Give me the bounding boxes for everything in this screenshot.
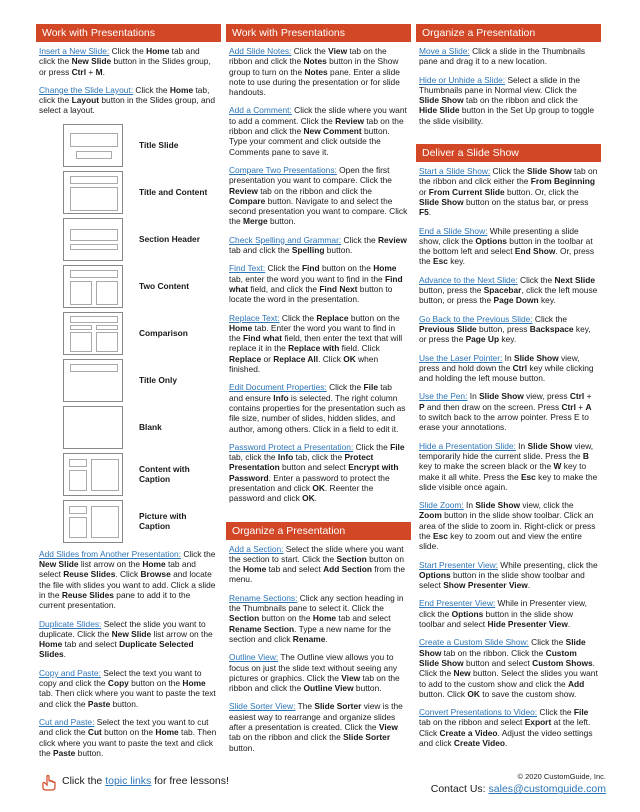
section-header: Organize a Presentation (226, 522, 411, 540)
slide-layout-label: Title Slide (139, 140, 179, 151)
tip-description: In Slide Show view, temporarily hide the current slide. Press the B key to make the screen black or the W key to make it all white. Press the Esc key to make the slide visible once again. (419, 440, 598, 492)
slide-layout-label: Content with Caption (139, 463, 190, 485)
tip-description: Click the Find button on the Home tab, enter the word you want to find in the Find what field, and click the Find Next button to locate the word in the presentation. (229, 263, 403, 305)
column-3 (416, 24, 601, 772)
tip-description: Click the View tab on the ribbon and click the Notes button in the Show group to turn on the Notes pane. Enter a slide note to use during the presentation or for slide handouts. (229, 46, 400, 98)
tip-topic-link[interactable]: Convert Presentations to Video: (419, 707, 538, 718)
tip-topic-link[interactable]: Start Presenter View: (419, 559, 498, 570)
tip-item (229, 105, 408, 156)
tip-topic-link[interactable]: Change the Slide Layout: (39, 84, 134, 95)
tip-item (419, 166, 598, 217)
tip-item (39, 46, 218, 77)
tip-description: Click the Review tab and click the Spelling button. (229, 234, 407, 256)
tip-item (419, 560, 598, 591)
tip-description: Click the Home tab, click the Layout button in the Slides group, and select a layout. (39, 84, 215, 116)
tip-item (419, 46, 598, 67)
tip-item (419, 314, 598, 345)
slide-layout-option[interactable] (39, 453, 218, 496)
tip-description: Click any section heading in the Thumbnails pane to select it. Click the Section button on the Home tab and select Rename Section. Type a new name for the section and click Rename. (229, 592, 404, 644)
slide-layout-option[interactable] (39, 171, 218, 214)
tip-description: Select the text you want to copy and click the Copy button on the Home tab. Then click where you want to paste the text and click the Paste button. (39, 667, 216, 709)
slide-layout-thumbnail (63, 218, 123, 261)
tip-topic-link[interactable]: Slide Zoom: (419, 500, 464, 511)
tip-description: While presenting, click the Options button in the slide show toolbar and select Show Presenter View. (419, 559, 598, 591)
tip-description: Click the Slide Show tab on the ribbon and click either the From Beginning or From Current Slide button. Or, click the Slide Show button on the status bar, or press F5. (419, 166, 598, 218)
slide-layout-option[interactable] (39, 406, 218, 449)
footer-lead: Click the (62, 775, 106, 787)
tip-description: Open the first presentation you want to compare. Click the Review tab on the ribbon and click the Compare button. Navigate to and select the second presentation you want to compare. Click the Merge button. (229, 164, 408, 227)
tip-topic-link[interactable]: Edit Document Properties: (229, 382, 327, 393)
tip-description: Select the text you want to cut and click the Cut button on the Home tab. Then click where you want to paste the text and click the Paste button. (39, 716, 217, 758)
tip-topic-link[interactable]: Hide or Unhide a Slide: (419, 74, 506, 85)
tip-item (39, 85, 218, 116)
tip-topic-link[interactable]: Slide Sorter View: (229, 701, 296, 712)
tip-item (229, 442, 408, 504)
slide-layout-label: Section Header (139, 234, 200, 245)
copyright: © 2020 CustomGuide, Inc. (517, 772, 606, 781)
tip-item (229, 165, 408, 227)
footer (36, 772, 606, 802)
tip-topic-link[interactable]: Go Back to the Previous Slide: (419, 313, 533, 324)
topic-links-link[interactable]: topic links (105, 775, 152, 787)
tip-description: While presenting a slide show, click the Options button in the toolbar at the bottom left and select End Show. Or, press the Esc key. (419, 225, 595, 267)
tip-item (229, 701, 408, 752)
slide-layout-label: Comparison (139, 328, 188, 339)
slide-layout-thumbnail (63, 171, 123, 214)
tip-description: Click the Home tab and click the New Slide button in the Slides group, or press Ctrl + M. (39, 46, 211, 77)
tip-description: Click the File tab, click the Info tab, click the Protect Presentation button and select Encrypt with Password. Enter a password to protect the presentation and click OK. Reenter the password and click OK. (229, 441, 405, 504)
tip-item (419, 500, 598, 551)
section-body (226, 544, 411, 761)
tip-item (419, 226, 598, 267)
slide-layout-label: Title and Content (139, 187, 208, 198)
column-1 (36, 24, 221, 772)
tip-description: Click the Slide Show tab on the ribbon. Click the Custom Slide Show button and select Custom Shows. Click the New button. Select the slides you want to add to the custom show and click the Add button. Click OK to save the custom show. (419, 637, 598, 699)
section-header: Work with Presentations (226, 24, 411, 42)
slide-layout-thumbnail (63, 359, 123, 402)
tip-topic-link[interactable]: Use the Pen: (419, 391, 468, 402)
tip-description: Click the Next Slide button, press the Spacebar, click the left mouse button, or press the Page Down key. (419, 274, 598, 306)
tip-item (229, 544, 408, 585)
slide-layout-option[interactable] (39, 124, 218, 167)
tip-item (229, 593, 408, 644)
tip-item (39, 549, 218, 611)
tip-topic-link[interactable]: Add Slide Notes: (229, 46, 292, 56)
tip-topic-link[interactable]: Advance to the Next Slide: (419, 274, 518, 285)
tip-topic-link[interactable]: Add Slides from Another Presentation: (39, 548, 181, 559)
tip-item (419, 707, 598, 748)
tip-topic-link[interactable]: Use the Laser Pointer: (419, 352, 503, 363)
slide-layout-option[interactable] (39, 500, 218, 543)
tip-description: Select the slide where you want the section to start. Click the Section button on the Home tab and select Add Section from the menu. (229, 543, 405, 585)
tip-description: Click the Replace button on the Home tab. Enter the word you want to find in the Find what field, then enter the text that will replace it in the Replace with field. Click Replace or Replace All. Click OK when finished. (229, 312, 403, 375)
tip-topic-link[interactable]: End a Slide Show: (419, 225, 488, 236)
slide-layout-option[interactable] (39, 218, 218, 261)
slide-layout-thumbnail (63, 406, 123, 449)
tip-topic-link[interactable]: Duplicate Slides: (39, 618, 102, 629)
tip-item (229, 652, 408, 693)
tip-description: Click the New Slide list arrow on the Home tab and select Reuse Slides. Click Browse and locate the file with slides you want to add. Click a slide in the Reuse Slides pane to add it to the current presentation. (39, 548, 216, 611)
tip-topic-link[interactable]: Check Spelling and Grammar: (229, 234, 342, 245)
tip-item (229, 313, 408, 375)
tip-item (419, 275, 598, 306)
tip-description: Click the slide where you want to add a comment. Click the Review tab on the ribbon and click the New Comment button. Type your comment and click outside the Comments pane to save it. (229, 105, 407, 157)
tip-description: Select the slide you want to duplicate. Click the New Slide list arrow on the Home tab and select Duplicate Selected Slides. (39, 618, 213, 660)
section-header: Work with Presentations (36, 24, 221, 42)
slide-layout-thumbnail (63, 312, 123, 355)
pointing-hand-icon (40, 774, 58, 792)
tip-topic-link[interactable]: Move a Slide: (419, 46, 470, 56)
tip-item (39, 619, 218, 660)
slide-layout-option[interactable] (39, 265, 218, 308)
tip-description: Click a slide in the Thumbnails pane and drag it to a new location. (419, 46, 586, 67)
footer-tail: for free lessons! (151, 775, 229, 787)
contact-line (431, 784, 606, 794)
tip-description: While in Presenter view, click the Options button in the slide show toolbar and select Hide Presenter View. (419, 598, 587, 630)
tip-item (229, 382, 408, 433)
tip-topic-link[interactable]: Replace Text: (229, 312, 280, 323)
tip-topic-link[interactable]: Start a Slide Show: (419, 166, 491, 177)
tip-topic-link[interactable]: Find Text: (229, 263, 266, 274)
slide-layout-thumbnail (63, 500, 123, 543)
tip-topic-link[interactable]: Compare Two Presentations: (229, 164, 337, 175)
tip-item (39, 717, 218, 758)
slide-layout-label: Two Content (139, 281, 190, 292)
tip-topic-link[interactable]: Hide a Presentation Slide: (419, 440, 516, 451)
tip-description: In Slide Show view, press and hold down the Ctrl key while clicking and holding the left mouse button. (419, 352, 594, 384)
section-body (36, 46, 221, 766)
tip-description: In Slide Show view, click the Zoom button in the slide show toolbar. Click an area of the slide to zoom in. Right-click or press the Esc key to zoom out and view the entire slide. (419, 500, 596, 552)
tip-topic-link[interactable]: Outline View: (229, 652, 279, 663)
tip-topic-link[interactable]: Insert a New Slide: (39, 46, 110, 56)
tip-item (419, 353, 598, 384)
tip-topic-link[interactable]: End Presenter View: (419, 598, 496, 609)
tip-description: In Slide Show view, press Ctrl + P and then draw on the screen. Press Ctrl + A to switch back to the arrow pointer. Press E to erase your annotations. (419, 391, 592, 433)
tip-item (419, 75, 598, 126)
slide-layout-option[interactable] (39, 359, 218, 402)
slide-layout-thumbnail (63, 453, 123, 496)
section-header: Deliver a Slide Show (416, 144, 601, 162)
slide-layout-option[interactable] (39, 312, 218, 355)
tip-item (39, 668, 218, 709)
tip-description: Click the File tab on the ribbon and select Export at the left. Click Create a Video. Adjust the video settings and click Create Video. (419, 707, 593, 749)
tip-description: Click the File tab and ensure Info is selected. The right column contains properties for the presentation such as file size, number of slides, hidden slides, and author, among others. Click in a field to edit it. (229, 382, 406, 434)
footer-contact-block (431, 772, 606, 795)
contact-email-link[interactable]: sales@customguide.com (488, 783, 606, 796)
tip-topic-link[interactable]: Create a Custom Slide Show: (419, 637, 529, 648)
slide-layout-thumbnail (63, 124, 123, 167)
tip-item (229, 263, 408, 304)
tip-item (419, 637, 598, 699)
tip-item (229, 235, 408, 256)
tip-item (229, 46, 408, 97)
tip-topic-link[interactable]: Add a Comment: (229, 105, 292, 116)
slide-layout-label: Blank (139, 422, 162, 433)
footer-lessons-text (62, 776, 229, 786)
tip-topic-link[interactable]: Copy and Paste: (39, 667, 101, 678)
tip-description: Click the Previous Slide button, press Backspace key, or press the Page Up key. (419, 313, 591, 345)
section-body (416, 46, 601, 134)
tip-topic-link[interactable]: Add a Section: (229, 543, 284, 554)
tip-item (419, 598, 598, 629)
section-body (416, 166, 601, 756)
section-body (226, 46, 411, 512)
slide-layout-gallery (39, 124, 218, 543)
tip-item (419, 441, 598, 492)
section-header: Organize a Presentation (416, 24, 601, 42)
tip-description: Select a slide in the Thumbnails pane in Normal view. Click the Slide Show tab on the ribbon and click the Hide Slide button in the Set Up group to toggle the slide visibility. (419, 74, 595, 126)
column-2 (226, 24, 411, 772)
tip-description: The Slide Sorter view is the easiest way to rearrange and organize slides after a presentation is created. Click the View tab on the ribbon and click the Slide Sorter button. (229, 701, 403, 753)
tip-description: The Outline view allows you to focus on just the slide text without seeing any pictures or graphics. Click the View tab on the ribbon and click the Outline View button. (229, 652, 400, 694)
slide-layout-thumbnail (63, 265, 123, 308)
cheat-sheet-page (36, 24, 606, 772)
tip-topic-link[interactable]: Cut and Paste: (39, 716, 95, 727)
contact-label: Contact Us: (430, 783, 489, 796)
tip-item (419, 391, 598, 432)
tip-topic-link[interactable]: Rename Sections: (229, 592, 298, 603)
slide-layout-label: Picture with Caption (139, 510, 187, 532)
slide-layout-label: Title Only (139, 375, 178, 386)
tip-topic-link[interactable]: Password Protect a Presentation: (229, 441, 354, 452)
